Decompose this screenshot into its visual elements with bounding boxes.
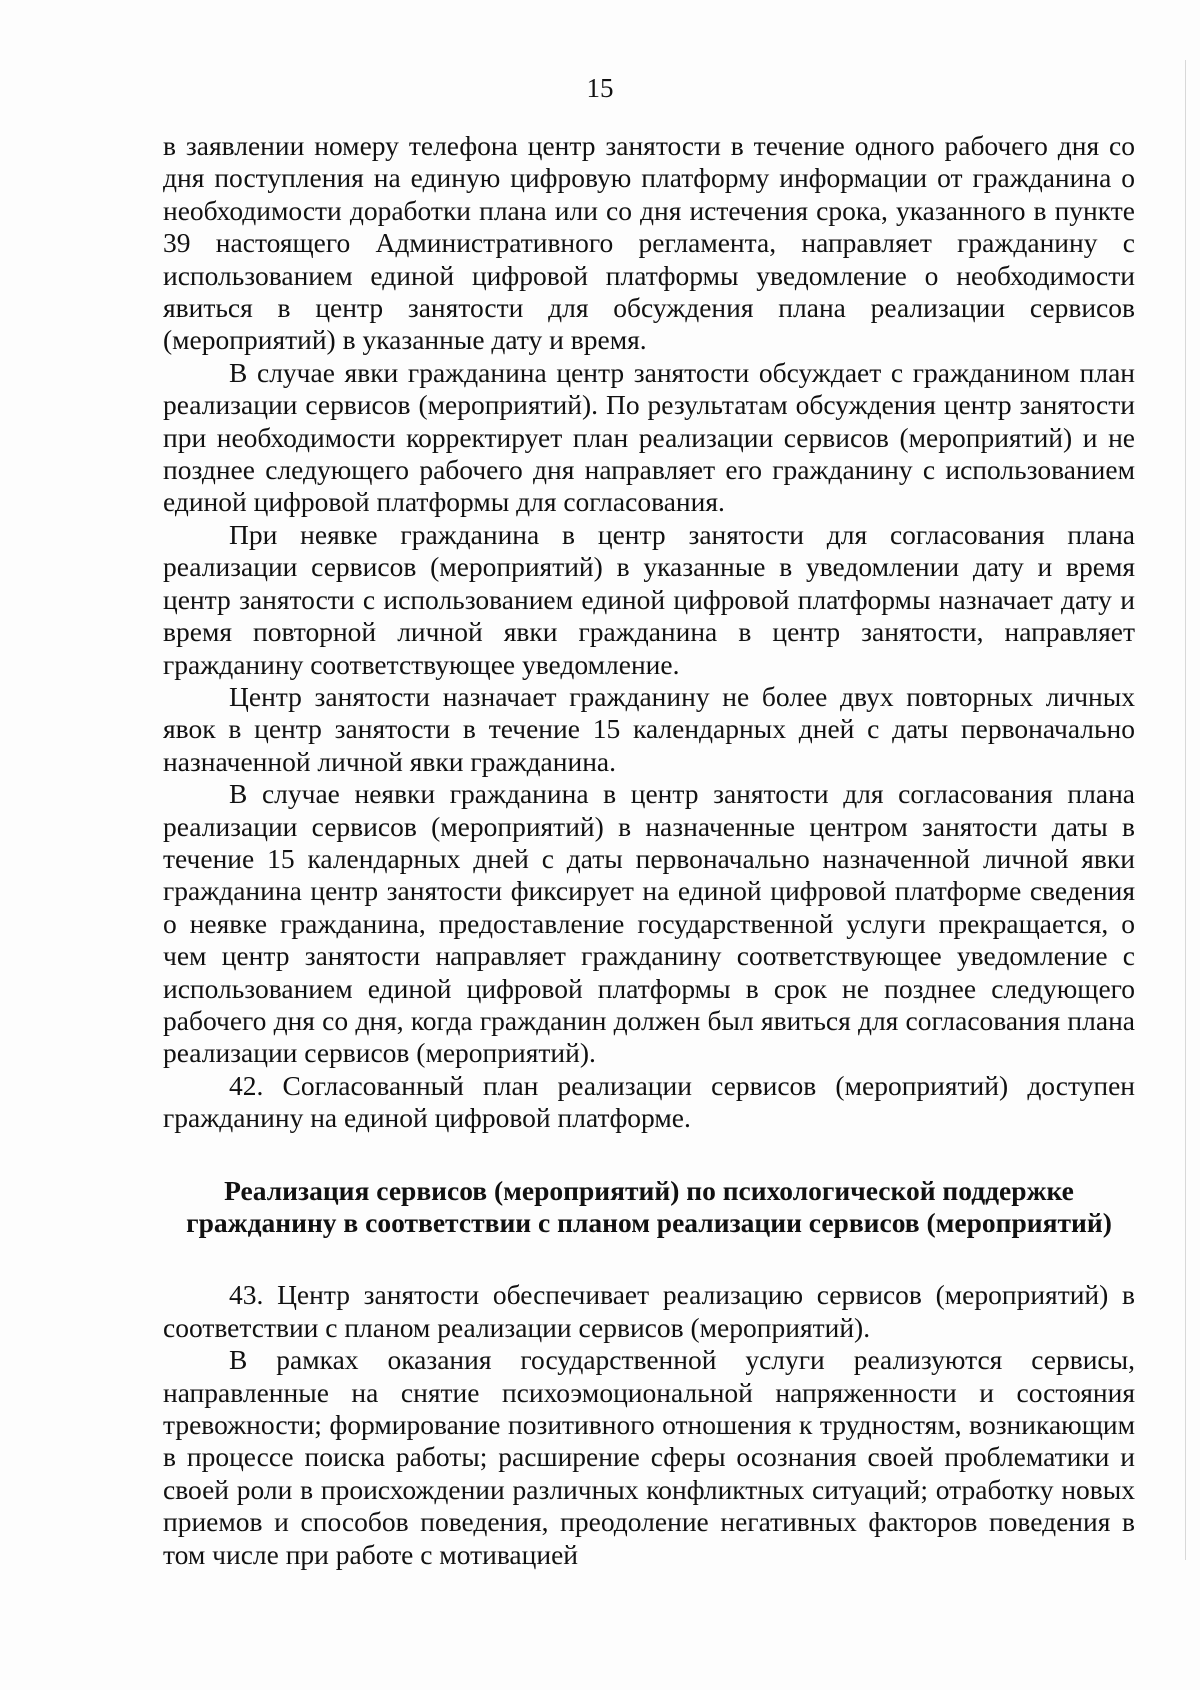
paragraph-non-attendance: При неявке гражданина в центр занятости для согласования плана реализации сервисов (мероприятий) в указанные в уведомлении дату и время центр занятости с использованием единой цифровой платформы назначает дату и время повторной личной явки гражданина в центр занятости, направляет гражданину соответствующее уведомление. <box>163 518 1135 680</box>
paragraph-repeat-visits: Центр занятости назначает гражданину не более двух повторных личных явок в центр занятости в течение 15 календарных дней с даты первоначально назначенной личной явки гражданина. <box>163 680 1135 777</box>
paragraph-item-43: 43. Центр занятости обеспечивает реализацию сервисов (мероприятий) в соответствии с планом реализации сервисов (мероприятий). <box>163 1279 1135 1343</box>
page-number: 15 <box>586 73 614 103</box>
paragraph-attendance: В случае явки гражданина центр занятости обсуждает с гражданином план реализации сервисов (мероприятий). По результатам обсуждения центр занятости при необходимости корректирует план реализации сервисов (мероприятий) и не позднее следующего рабочего дня направляет его гражданину с использованием единой цифровой платформы для согласования. <box>163 356 1135 518</box>
section-heading-line-1: Реализация сервисов (мероприятий) по психологической поддержке <box>224 1174 1074 1206</box>
section-heading <box>163 1175 1135 1240</box>
section-heading-line-2: гражданину в соответствии с планом реализации сервисов (мероприятий) <box>186 1207 1112 1238</box>
paragraph-item-42: 42. Согласованный план реализации сервисов (мероприятий) доступен гражданину на единой цифровой платформе. <box>163 1069 1135 1134</box>
paragraph-services: В рамках оказания государственной услуги реализуются сервисы, направленные на снятие психоэмоциональной напряженности и состояния тревожности; формирование позитивного отношения к трудностям, возникающим в процессе поиска работы; расширение сферы осознания своей проблематики и своей роли в происхождении различных конфликтных ситуаций; отработку новых приемов и способов поведения, преодоление негативных факторов поведения в том числе при работе с мотивацией <box>163 1344 1135 1570</box>
scan-edge-line <box>1185 60 1186 1560</box>
paragraph-continuation: в заявлении номеру телефона центр занятости в течение одного рабочего дня со дня поступления на единую цифровую платформу информации от гражданина о необходимости доработки плана или со дня истечения срока, указанного в пункте 39 настоящего Административного регламента, направляет гражданину с использованием единой цифровой платформы уведомление о необходимости явиться в центр занятости для обсуждения плана реализации сервисов (мероприятий) в указанные дату и время. <box>163 130 1135 356</box>
document-body <box>163 130 1135 1571</box>
paragraph-termination: В случае неявки гражданина в центр занятости для согласования плана реализации сервисов (мероприятий) в назначенные центром занятости даты в течение 15 календарных дней с даты первоначально назначенной личной явки гражданина центр занятости фиксирует на единой цифровой платформе сведения о неявке гражданина, предоставление государственной услуги прекращается, о чем центр занятости направляет гражданину соответствующее уведомление с использованием единой цифровой платформы в срок не позднее следующего рабочего дня со дня, когда гражданин должен был явиться для согласования плана реализации сервисов (мероприятий). <box>163 778 1135 1069</box>
